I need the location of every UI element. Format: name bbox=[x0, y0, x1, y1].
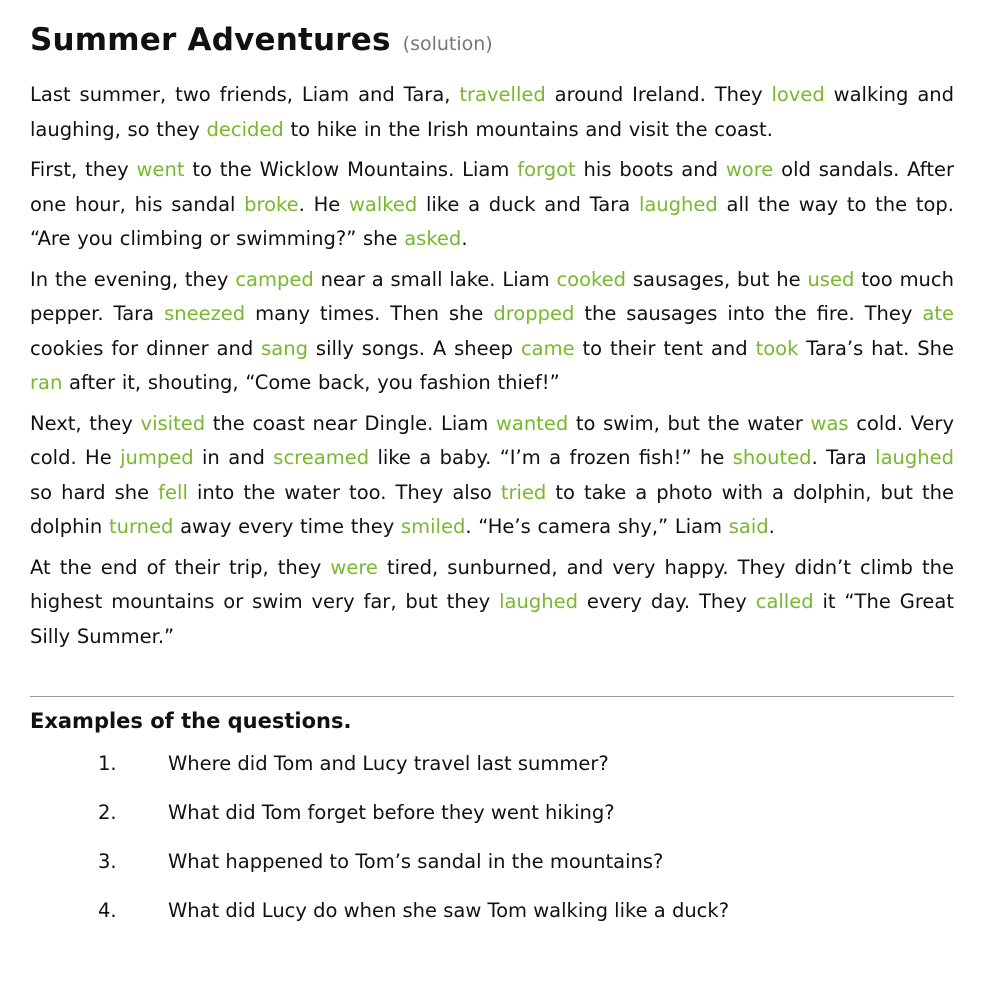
question-item bbox=[30, 751, 954, 777]
highlighted-verb: dropped bbox=[493, 302, 575, 325]
highlighted-verb: ran bbox=[30, 371, 63, 394]
page-title: Summer Adventures bbox=[30, 22, 391, 58]
story-paragraph bbox=[30, 407, 954, 545]
highlighted-verb: ate bbox=[922, 302, 954, 325]
story-text-segment: many times. Then she bbox=[245, 302, 494, 325]
highlighted-verb: visited bbox=[140, 411, 206, 435]
story-text-segment: In the evening, they bbox=[30, 267, 236, 291]
question-number: 1. bbox=[98, 752, 117, 775]
highlighted-verb: went bbox=[136, 158, 185, 181]
highlighted-verb: laughed bbox=[875, 446, 954, 469]
story-text-segment: like a baby. “I’m a frozen fish!” he bbox=[369, 446, 733, 469]
story-text-segment: Next, they bbox=[30, 411, 141, 435]
question-text: What did Lucy do when she saw Tom walking like a duck? bbox=[168, 899, 730, 922]
question-text: What did Tom forget before they went hiking? bbox=[168, 801, 615, 824]
story-text-segment: old sandals. After one hour, his sandal bbox=[30, 158, 954, 216]
highlighted-verb: fell bbox=[158, 480, 188, 504]
story-text-segment: away every time they bbox=[173, 515, 401, 538]
story-text-segment: sausages, but he bbox=[626, 267, 808, 291]
story-paragraph bbox=[30, 78, 954, 147]
story-text-segment: silly songs. A sheep bbox=[308, 336, 521, 360]
story-text-segment: . bbox=[768, 515, 775, 538]
story-text-segment: . He bbox=[298, 192, 349, 216]
story-text-segment: cookies for dinner and bbox=[30, 336, 262, 360]
highlighted-verb: took bbox=[755, 336, 799, 360]
highlighted-verb: said bbox=[728, 515, 769, 538]
highlighted-verb: sang bbox=[261, 336, 308, 360]
highlighted-verb: came bbox=[520, 336, 575, 360]
story-text-segment: walking and laughing, so they bbox=[30, 83, 954, 141]
story-text-segment: First, they bbox=[30, 158, 137, 181]
story-text-segment: to hike in the Irish mountains and visit the coast. bbox=[283, 117, 773, 141]
highlighted-verb: used bbox=[807, 267, 855, 291]
question-item bbox=[30, 849, 954, 875]
story-paragraph bbox=[30, 263, 954, 401]
story-text-segment: . bbox=[461, 227, 468, 250]
highlighted-verb: cooked bbox=[556, 267, 626, 291]
story-text-segment: to swim, but the water bbox=[568, 411, 811, 435]
highlighted-verb: decided bbox=[206, 117, 284, 141]
story-text-segment: cold. Very cold. He bbox=[30, 411, 954, 469]
story-text-segment: around Ireland. They bbox=[545, 83, 772, 106]
story-text-segment: too much pepper. Tara bbox=[30, 267, 954, 325]
story-text-segment: the sausages into the fire. They bbox=[574, 302, 923, 325]
story-text-segment: it “The Great Silly Summer.” bbox=[30, 590, 954, 648]
story-text-segment: into the water too. They also bbox=[187, 480, 501, 504]
highlighted-verb: forgot bbox=[517, 158, 576, 181]
highlighted-verb: walked bbox=[348, 192, 418, 216]
story-text-segment: Last summer, two friends, Liam and Tara, bbox=[30, 83, 460, 106]
story-text-segment: after it, shouting, “Come back, you fashion thief!” bbox=[62, 371, 560, 394]
story-text-segment: so hard she bbox=[30, 480, 159, 504]
highlighted-verb: laughed bbox=[638, 192, 718, 216]
highlighted-verb: wore bbox=[725, 158, 774, 181]
section-divider bbox=[30, 696, 954, 697]
story-text-segment: like a duck and Tara bbox=[417, 192, 639, 216]
question-item bbox=[30, 800, 954, 826]
story-text-segment: Tara’s hat. She bbox=[798, 336, 954, 360]
story-text-segment: . Tara bbox=[811, 446, 876, 469]
story-text-segment: to the Wicklow Mountains. Liam bbox=[184, 158, 518, 181]
story-paragraph bbox=[30, 153, 954, 257]
highlighted-verb: tried bbox=[500, 480, 547, 504]
highlighted-verb: called bbox=[755, 590, 814, 613]
story-text bbox=[30, 78, 954, 654]
highlighted-verb: shouted bbox=[732, 446, 812, 469]
question-number: 4. bbox=[98, 899, 117, 922]
story-text-segment: the coast near Dingle. Liam bbox=[205, 411, 496, 435]
story-text-segment: his boots and bbox=[575, 158, 726, 181]
highlighted-verb: jumped bbox=[120, 446, 194, 469]
question-text: What happened to Tom’s sandal in the mountains? bbox=[168, 850, 664, 873]
highlighted-verb: camped bbox=[235, 267, 314, 291]
question-text: Where did Tom and Lucy travel last summer? bbox=[168, 752, 609, 775]
highlighted-verb: loved bbox=[771, 83, 825, 106]
highlighted-verb: asked bbox=[404, 227, 462, 250]
story-paragraph bbox=[30, 551, 954, 655]
highlighted-verb: was bbox=[810, 411, 849, 435]
story-text-segment: to their tent and bbox=[574, 336, 756, 360]
story-text-segment: every day. They bbox=[577, 590, 756, 613]
highlighted-verb: wanted bbox=[495, 411, 569, 435]
highlighted-verb: laughed bbox=[499, 590, 578, 613]
story-text-segment: . “He’s camera shy,” Liam bbox=[465, 515, 729, 538]
story-text-segment: At the end of their trip, they bbox=[30, 555, 331, 579]
highlighted-verb: turned bbox=[108, 515, 174, 538]
highlighted-verb: travelled bbox=[459, 83, 546, 106]
page-subtitle: (solution) bbox=[402, 33, 493, 55]
highlighted-verb: sneezed bbox=[164, 302, 246, 325]
highlighted-verb: broke bbox=[244, 192, 299, 216]
highlighted-verb: smiled bbox=[400, 515, 466, 538]
question-number: 3. bbox=[98, 850, 117, 873]
title-row bbox=[30, 22, 954, 58]
story-text-segment: all the way to the top. “Are you climbing or swimming?” she bbox=[30, 192, 955, 250]
questions-heading: Examples of the questions. bbox=[30, 709, 352, 733]
highlighted-verb: were bbox=[330, 555, 378, 579]
story-text-segment: to take a photo with a dolphin, but the dolphin bbox=[30, 480, 955, 538]
questions-list bbox=[30, 751, 954, 924]
story-text-segment: in and bbox=[193, 446, 274, 469]
question-item bbox=[30, 898, 954, 924]
highlighted-verb: screamed bbox=[273, 446, 370, 469]
story-text-segment: near a small lake. Liam bbox=[313, 267, 557, 291]
question-number: 2. bbox=[98, 801, 117, 824]
story-text-segment: tired, sunburned, and very happy. They didn’t climb the highest mountains or swim very far, but they bbox=[30, 555, 954, 613]
